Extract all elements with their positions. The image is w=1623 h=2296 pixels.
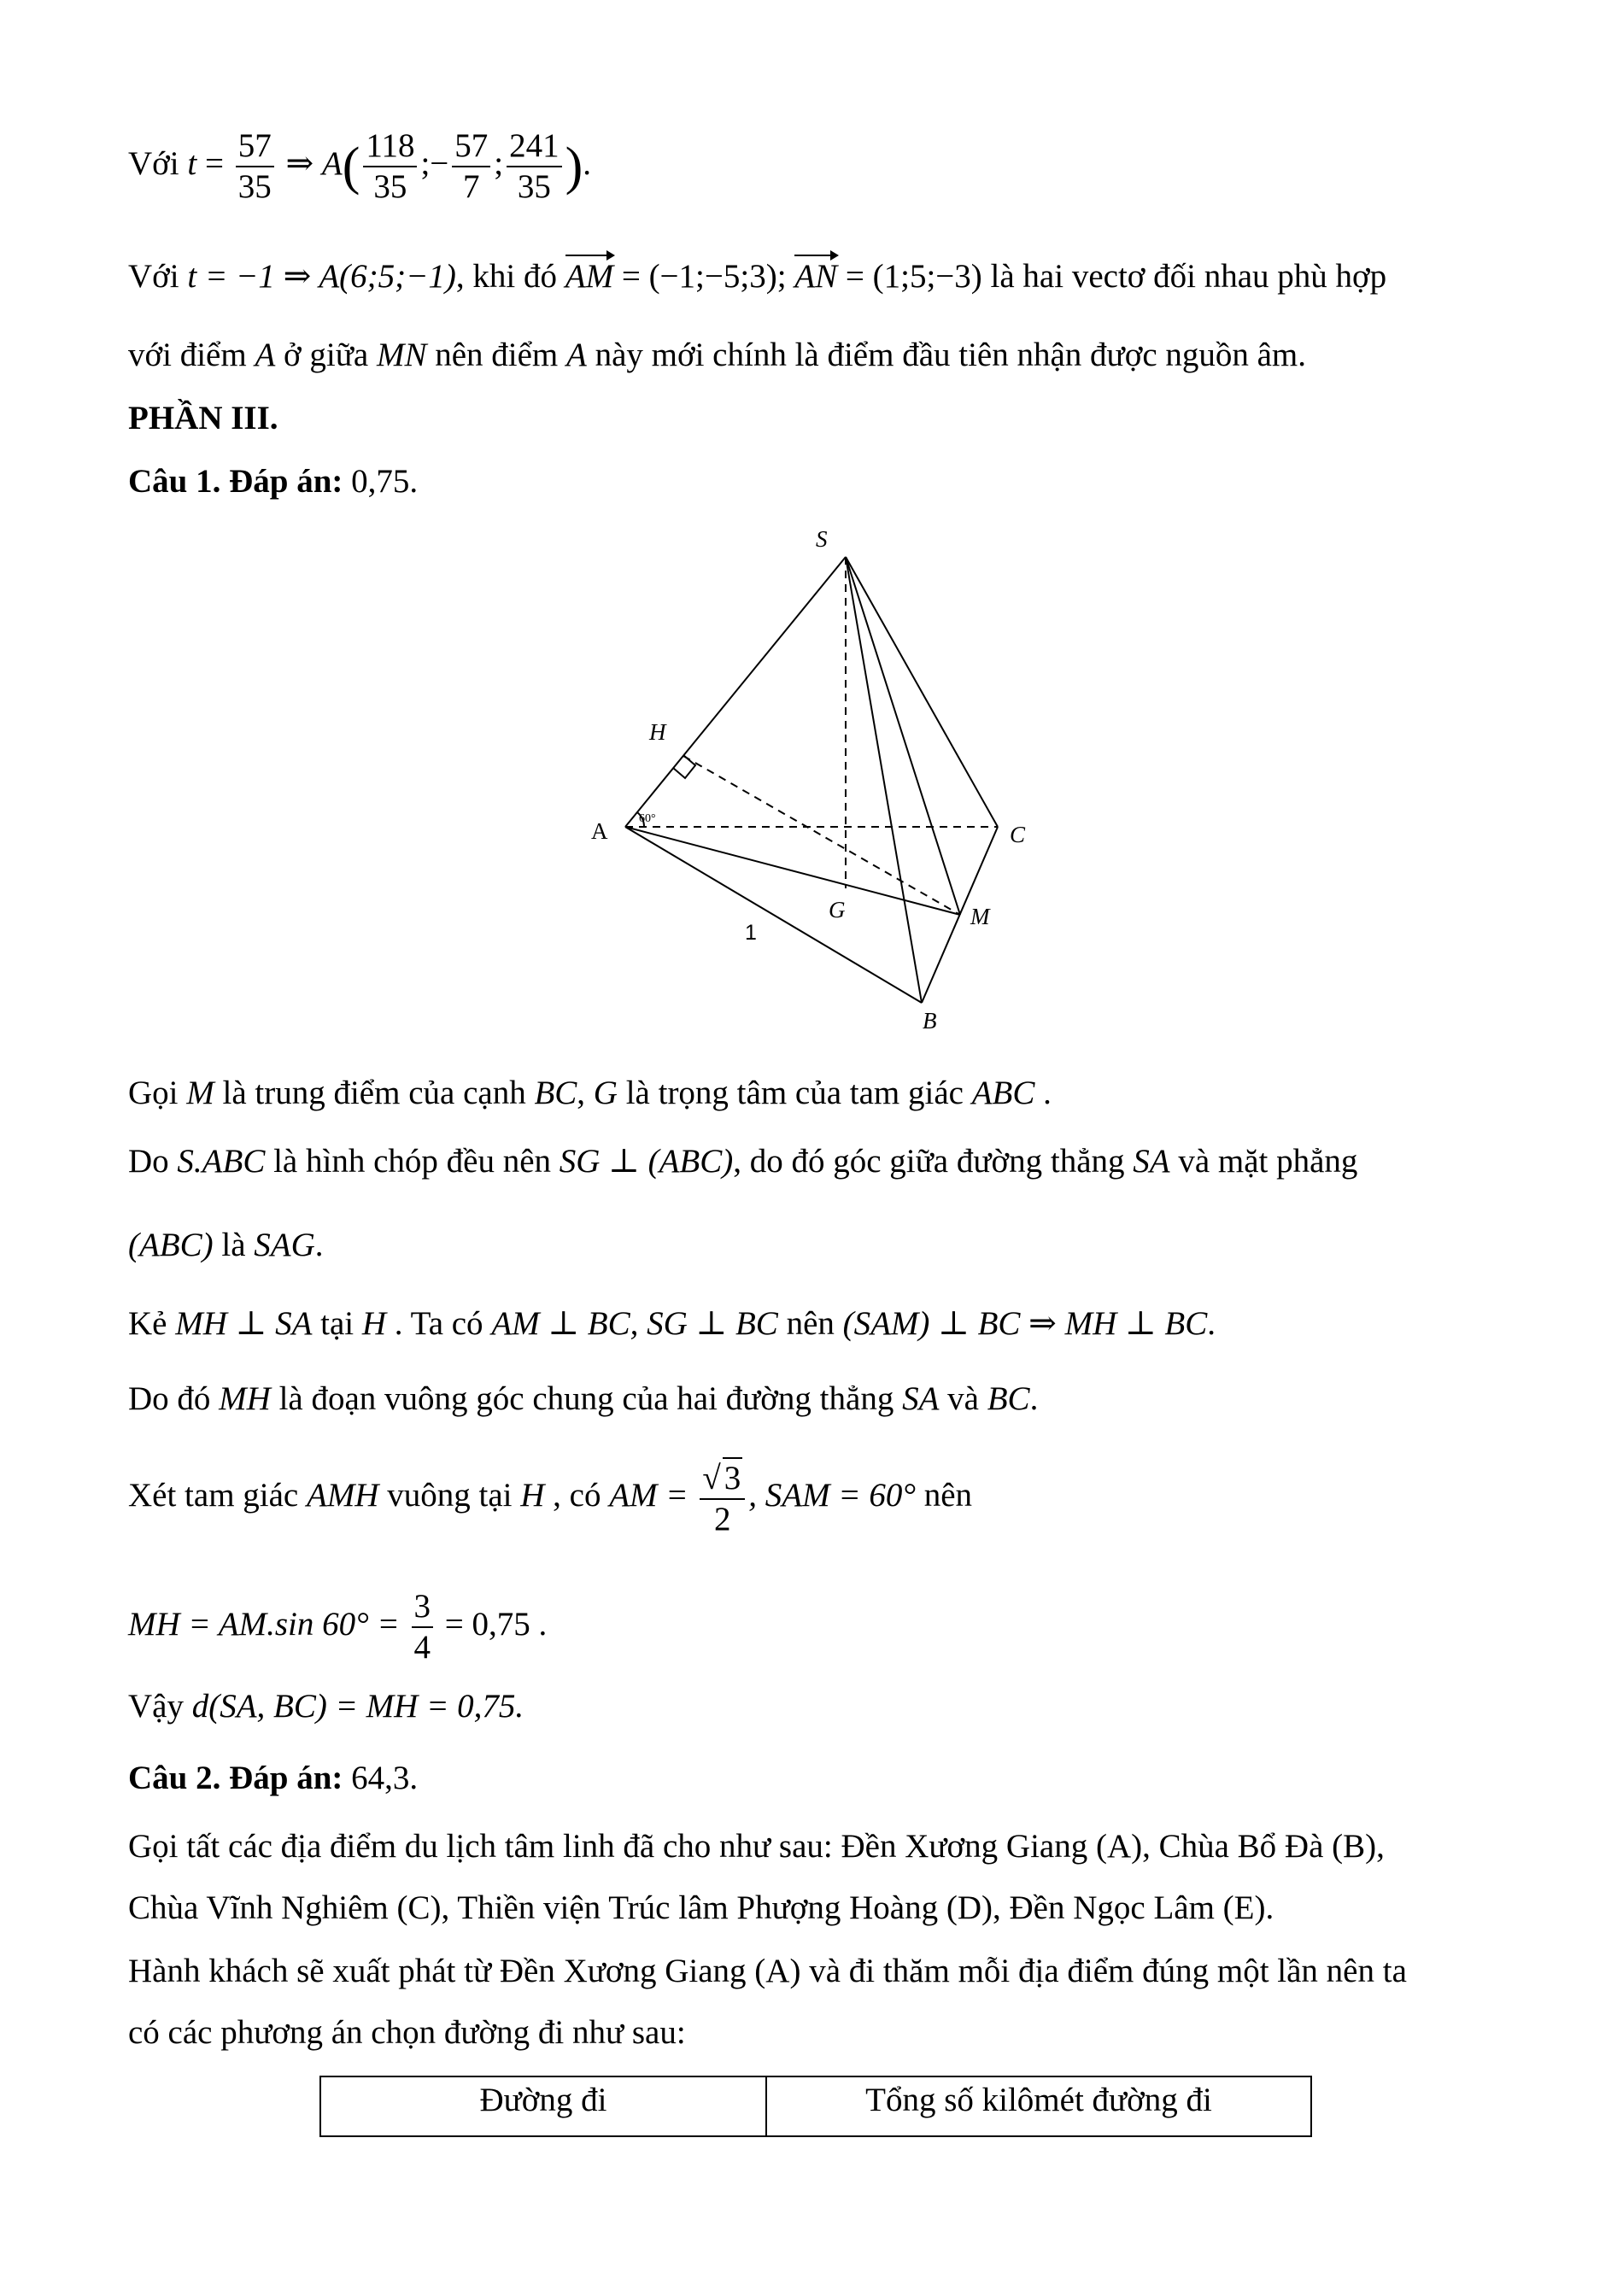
q1-p4 — [128, 1303, 1216, 1344]
frac-den: 35 — [517, 168, 551, 205]
text: ở giữa — [284, 337, 369, 373]
text: và — [947, 1380, 979, 1417]
route-table — [319, 2076, 1312, 2137]
frac-num: 118 — [363, 126, 417, 167]
text: Xét tam giác — [128, 1476, 299, 1514]
math-var: A — [255, 337, 276, 373]
text: . — [1029, 1380, 1039, 1417]
text: là — [221, 1227, 246, 1263]
q2-p2: Chùa Vĩnh Nghiêm (C), Thiền viện Trúc lâm Phượng Hoàng (D), Đền Ngọc Lâm (E). — [128, 1889, 1274, 1926]
q1-p8 — [128, 1686, 524, 1727]
paren: ) — [565, 138, 583, 196]
text: nên — [923, 1476, 973, 1514]
math: S.ABC — [177, 1143, 266, 1180]
text: , do đó góc giữa đường thẳng — [733, 1143, 1125, 1180]
text: này mới chính là điểm đầu tiên nhận được nguồn âm. — [595, 337, 1307, 373]
text: . Ta có — [394, 1305, 483, 1342]
q2-p3: Hành khách sẽ xuất phát từ Đền Xương Giang (A) và đi thăm mỗi địa điểm đúng một lần nên ta — [128, 1953, 1407, 1989]
text: Với — [128, 258, 179, 295]
math-var: A — [566, 337, 587, 373]
math: AM = — [609, 1476, 688, 1514]
label-G: G — [829, 897, 846, 922]
edge-AB — [625, 827, 922, 1003]
math-op: = — [204, 144, 224, 182]
top-line-1 — [128, 126, 591, 207]
q1-label: Câu 1. Đáp án: — [128, 463, 343, 500]
fraction — [700, 1457, 745, 1539]
text: là hai vectơ đối nhau phù hợp — [990, 258, 1387, 295]
top-line-3 — [128, 335, 1306, 376]
q1-p5 — [128, 1379, 1038, 1420]
text: và mặt phẳng — [1178, 1143, 1358, 1180]
text: Gọi — [128, 1075, 179, 1111]
text: là trọng tâm của tam giác — [625, 1075, 964, 1111]
text: Do — [128, 1143, 169, 1180]
angle-label: 60° — [639, 812, 656, 825]
math: MH ⊥ SA — [175, 1305, 313, 1342]
text: nên điểm — [435, 337, 559, 373]
q1-p1 — [128, 1073, 1052, 1114]
text: Do đó — [128, 1380, 211, 1417]
right-angle-mark — [673, 755, 695, 778]
text: Kẻ — [128, 1305, 167, 1342]
text: là đoạn vuông góc chung của hai đường thẳng — [278, 1380, 894, 1417]
math-var: H — [520, 1476, 545, 1514]
q1-p2 — [128, 1141, 1357, 1182]
math-var: MH — [219, 1380, 271, 1417]
math-var: AMH — [307, 1476, 379, 1514]
math-var: t — [187, 144, 197, 182]
text: . — [1207, 1305, 1216, 1342]
math-var: SAG — [254, 1227, 315, 1263]
math-var: MN — [376, 337, 427, 373]
math: AM ⊥ BC, SG ⊥ BC — [491, 1305, 778, 1342]
vector-AM: AM — [565, 256, 613, 297]
frac-num: √ 3 — [700, 1457, 745, 1500]
label-A: A — [591, 818, 608, 844]
fraction — [363, 126, 417, 207]
math-var: G — [593, 1075, 618, 1111]
frac-den: 2 — [714, 1501, 731, 1538]
math: d(SA, BC) = MH = 0,75. — [191, 1688, 524, 1725]
math: t = −1 ⇒ A(6;5;−1) — [187, 258, 456, 295]
text: là trung điểm của cạnh — [222, 1075, 526, 1111]
segment-HM — [683, 756, 960, 915]
math: (ABC) — [128, 1227, 214, 1263]
pyramid-figure — [581, 512, 1076, 1051]
math: = 0,75 . — [444, 1605, 548, 1643]
segment-AM — [625, 827, 960, 915]
fraction — [507, 126, 562, 207]
text: . — [1043, 1075, 1052, 1111]
text: Với — [128, 144, 179, 182]
math-var: H — [361, 1305, 387, 1342]
text: là hình chóp đều nên — [273, 1143, 552, 1180]
text: , khi đó — [455, 258, 558, 295]
table-header-row — [320, 2076, 1311, 2136]
math-var: A — [321, 144, 343, 182]
vector-AN: AN — [794, 256, 837, 297]
label-B: B — [923, 1008, 937, 1034]
math-var: BC — [534, 1075, 577, 1111]
table-header-cell: Đường đi — [320, 2076, 766, 2136]
q2-heading — [128, 1758, 418, 1799]
text: . — [314, 1227, 324, 1263]
frac-den: 7 — [463, 168, 480, 205]
top-line-2 — [128, 256, 1386, 297]
fraction — [236, 126, 274, 207]
math-var: SA — [902, 1380, 940, 1417]
label-H: H — [649, 719, 666, 745]
text: , có — [553, 1476, 601, 1514]
math-op: . — [583, 144, 592, 182]
edge-SM — [846, 557, 960, 915]
part-heading: PHẦN III. — [128, 400, 278, 436]
text: vuông tại — [387, 1476, 513, 1514]
text: tại — [320, 1305, 354, 1342]
fraction — [452, 126, 490, 207]
math: = (−1;−5;3); — [621, 258, 787, 295]
q1-p7 — [128, 1587, 547, 1667]
q1-p6 — [128, 1457, 972, 1539]
sqrt-radicand: 3 — [723, 1457, 743, 1498]
frac-den: 35 — [237, 168, 272, 205]
math-op: ; — [494, 144, 504, 182]
text: nên — [786, 1305, 835, 1342]
math: (SAM) ⊥ BC ⇒ MH ⊥ BC — [842, 1305, 1208, 1342]
math-var: ABC — [971, 1075, 1035, 1111]
math-op: ;− — [420, 144, 449, 182]
math-op: ⇒ — [285, 144, 314, 182]
frac-num: 241 — [507, 126, 562, 167]
frac-num: 3 — [412, 1587, 434, 1628]
math-var: M — [186, 1075, 214, 1111]
label-C: C — [1010, 822, 1026, 847]
text: Vậy — [128, 1688, 184, 1725]
text: với điểm — [128, 337, 247, 373]
math: MH = AM.sin 60° = — [128, 1605, 400, 1643]
q1-answer: 0,75. — [351, 463, 419, 500]
q2-p4: có các phương án chọn đường đi như sau: — [128, 2014, 686, 2051]
frac-den: 35 — [373, 168, 407, 205]
math-var: SA — [1133, 1143, 1170, 1180]
table-header-cell: Tổng số kilômét đường đi — [766, 2076, 1311, 2136]
label-M: M — [970, 904, 990, 929]
frac-num: 57 — [236, 126, 274, 167]
paren: ( — [342, 138, 360, 196]
label-S: S — [816, 526, 828, 552]
edge-length-label: 1 — [745, 921, 757, 945]
math: = (1;5;−3) — [845, 258, 982, 295]
q2-p1: Gọi tất các địa điểm du lịch tâm linh đã cho như sau: Đền Xương Giang (A), Chùa Bổ Đà (B), — [128, 1828, 1385, 1865]
math-var: BC — [987, 1380, 1030, 1417]
q2-answer: 64,3. — [351, 1760, 419, 1796]
math: SG ⊥ (ABC) — [559, 1143, 734, 1180]
math: , SAM = 60° — [748, 1476, 916, 1514]
frac-den: 4 — [413, 1629, 431, 1666]
q1-heading — [128, 461, 418, 502]
q1-p3 — [128, 1225, 324, 1266]
text: , — [577, 1075, 586, 1111]
q2-label: Câu 2. Đáp án: — [128, 1760, 343, 1796]
frac-num: 57 — [452, 126, 490, 167]
fraction — [412, 1587, 434, 1667]
